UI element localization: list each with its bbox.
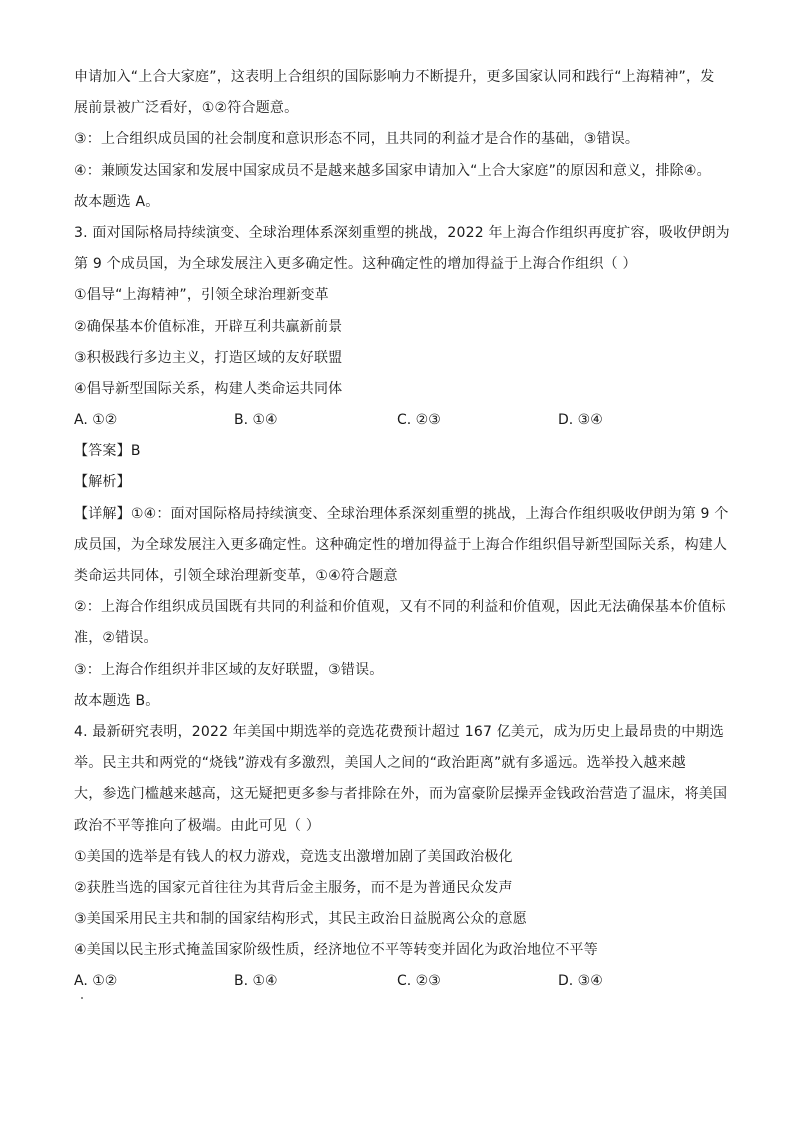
question-4-stem: 举。民主共和两党的“烧钱”游戏有多激烈，美国人之间的“政治距离”就有多遥远。选举投入越来越	[74, 755, 687, 772]
text-line: 申请加入“上合大家庭”，这表明上合组织的国际影响力不断提升，更多国家认同和践行“上海精神”，发	[74, 69, 715, 85]
question-4-item: ③美国采用民主共和制的国家结构形式，其民主政治日益脱离公众的意愿	[74, 911, 527, 928]
question-3-item: ④倡导新型国际关系，构建人类命运共同体	[74, 380, 343, 397]
question-3-item: ②确保基本价值标准，开辟互利共赢新前景	[74, 318, 343, 335]
question-3-item: ③积极践行多边主义，打造区域的友好联盟	[74, 349, 343, 366]
question-4-stem: 4. 最新研究表明，2022 年美国中期选举的竞选花费预计超过 167 亿美元，成为历史上最昂贵的中期选	[74, 723, 724, 740]
question-4-item: ②获胜当选的国家元首往往为其背后金主服务，而不是为普通民众发声	[74, 879, 513, 896]
detail-line: ③：上海合作组织并非区域的友好联盟，③错误。	[74, 661, 384, 678]
text-line: ④：兼顾发达国家和发展中国家成员不是越来越多国家申请加入“上合大家庭”的原因和意义，排除④。	[74, 162, 711, 179]
detail-line: 类命运共同体，引领全球治理新变革，①④符合题意	[74, 568, 398, 584]
text-line: 故本题选 A。	[74, 193, 160, 210]
option-a: A. ①②	[74, 973, 118, 990]
question-4-stem: 大，参选门槛越来越高，这无疑把更多参与者排除在外，而为富豪阶层操弄金钱政治营造了温床，将美国	[74, 786, 728, 803]
option-d: D. ③④	[558, 973, 603, 990]
detail-text: ①④：面对国际格局持续演变、全球治理体系深刻重塑的挑战，上海合作组织吸收伊朗为第 9 个	[130, 505, 729, 522]
detail-line	[74, 499, 729, 530]
question-3-stem: 第 9 个成员国，为全球发展注入更多确定性。这种确定性的增加得益于上海合作组织（ ）	[74, 256, 637, 273]
option-c: C. ②③	[397, 412, 441, 429]
answer-line	[74, 436, 722, 467]
question-4-item: ④美国以民主形式掩盖国家阶级性质，经济地位不平等转变并固化为政治地位不平等	[74, 942, 598, 959]
detail-line: 故本题选 B。	[74, 692, 160, 709]
answer-value: B	[130, 443, 141, 460]
question-3-item: ①倡导“上海精神”，引领全球治理新变革	[74, 287, 329, 304]
question-3-options	[74, 405, 722, 436]
option-c: C. ②③	[397, 973, 441, 990]
option-a: A. ①②	[74, 412, 118, 429]
option-b: B. ①④	[234, 412, 278, 429]
answer-tag: 【答案】	[74, 443, 131, 460]
text-line: ③：上合组织成员国的社会制度和意识形态不同，且共同的利益才是合作的基础，③错误。	[74, 131, 640, 148]
option-b: B. ①④	[234, 973, 278, 990]
detail-line: ②：上海合作组织成员国既有共同的利益和价值观，又有不同的利益和价值观，因此无法确保基本价值标	[74, 599, 726, 616]
option-d: D. ③④	[558, 412, 603, 429]
document-content	[74, 62, 730, 998]
text-line: 展前景被广泛看好，①②符合题意。	[74, 100, 299, 117]
detail-line: 准，②错误。	[74, 630, 158, 647]
question-4-stem: 政治不平等推向了极端。由此可见（ ）	[74, 817, 321, 834]
question-4-item: ①美国的选举是有钱人的权力游戏，竞选支出激增加剧了美国政治极化	[74, 848, 513, 865]
question-3-stem: 3. 面对国际格局持续演变、全球治理体系深刻重塑的挑战，2022 年上海合作组织再度扩容，吸收伊朗为	[74, 224, 730, 241]
detail-tag: 【详解】	[74, 505, 131, 522]
question-4-options	[74, 966, 722, 997]
speck-mark	[81, 997, 83, 999]
detail-line: 成员国，为全球发展注入更多确定性。这种确定性的增加得益于上海合作组织倡导新型国际关系，构建人	[74, 536, 728, 553]
analysis-tag: 【解析】	[74, 474, 131, 491]
